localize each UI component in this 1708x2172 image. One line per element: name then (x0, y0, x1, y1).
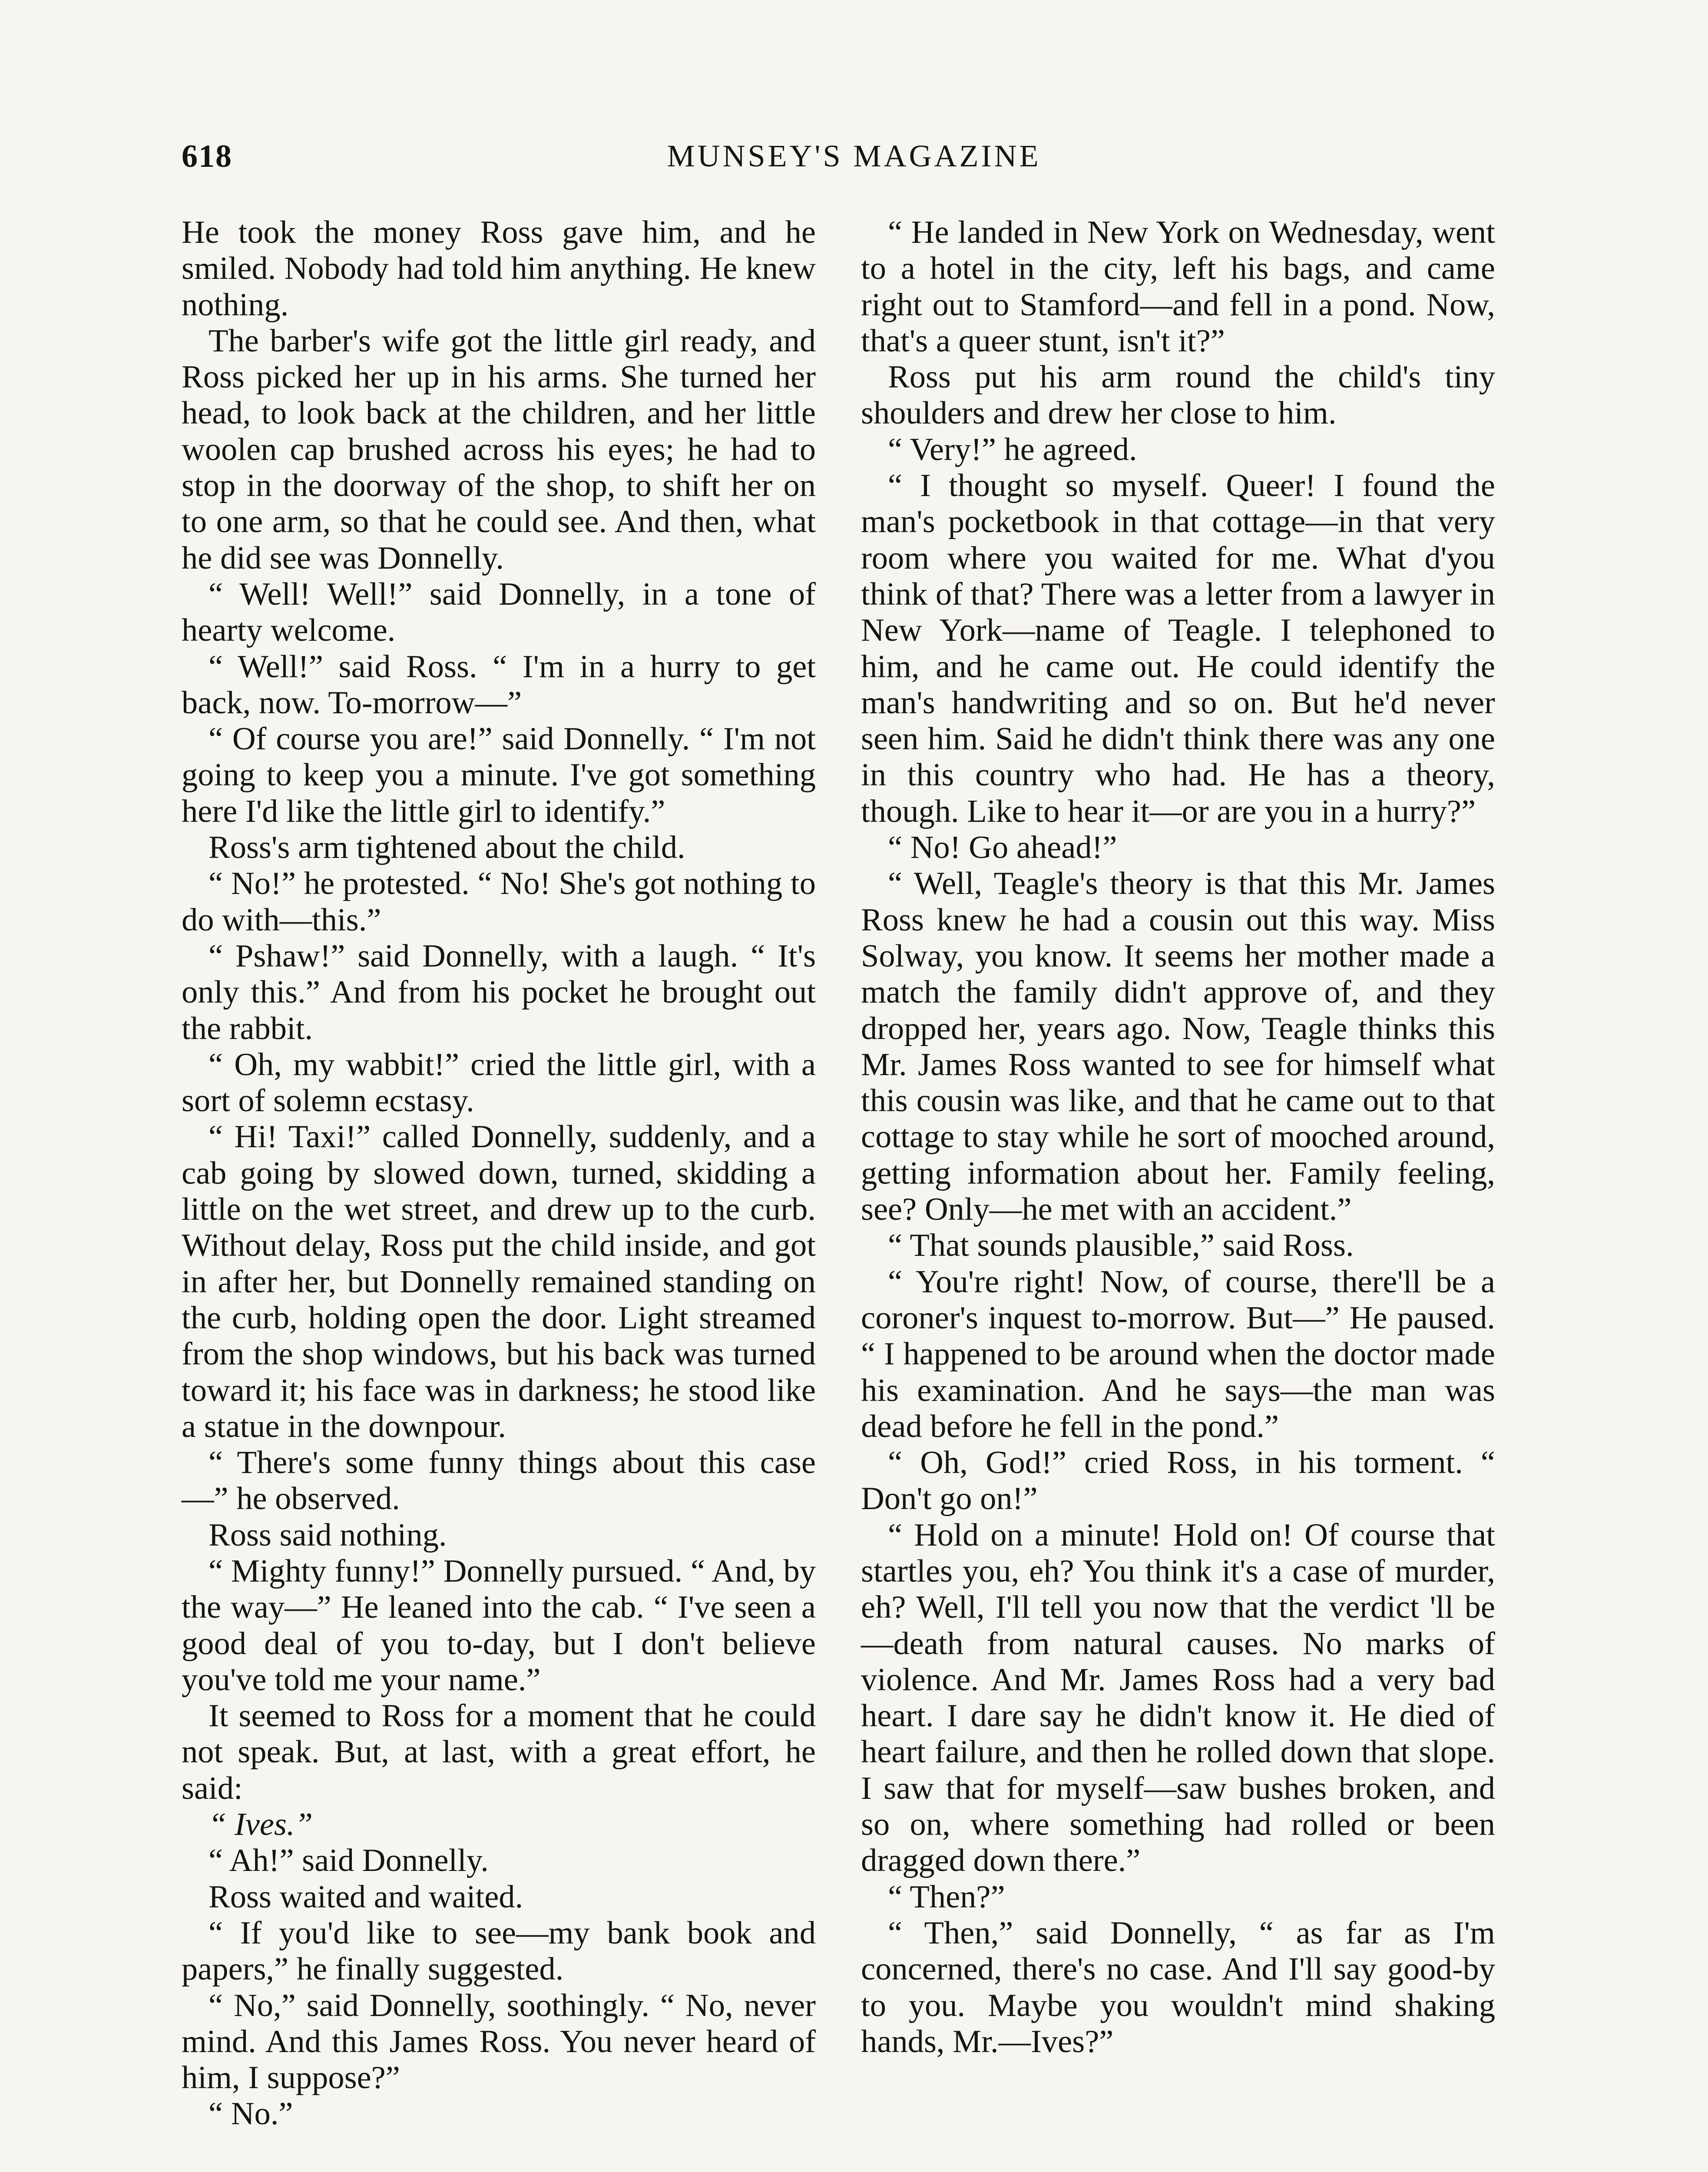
paragraph: “ Well! Well!” said Donnelly, in a tone of hearty welcome. (182, 576, 816, 649)
paragraph: “ I thought so myself. Queer! I found the man's pocketbook in that cottage—in that very room where you waited for me. What d'you think of that? There was a letter from a lawyer in New York—name of Teagle. I telephoned to him, and he came out. He could identify the man's handwriting and so on. But he'd never seen him. Said he didn't think there was any one in this country who had. He has a theory, though. Like to hear it—or are you in a hurry?” (861, 468, 1495, 829)
paragraph: “ Of course you are!” said Donnelly. “ I'm not going to keep you a minute. I've got something here I'd like the little girl to identify.” (182, 721, 816, 829)
paragraph: “ Well!” said Ross. “ I'm in a hurry to get back, now. To-morrow—” (182, 649, 816, 721)
paragraph: “ Oh, my wabbit!” cried the little girl, with a sort of solemn ecstasy. (182, 1046, 816, 1119)
paragraph: “ You're right! Now, of course, there'll be a coroner's inquest to-morrow. But—” He paused. “ I happened to be around when the doctor made his examination. And he says—the man was dead before he fell in the pond.” (861, 1264, 1495, 1444)
page-header (0, 138, 1708, 190)
paragraph: Ross said nothing. (209, 1517, 447, 1553)
paragraph: “ No! Go ahead!” (888, 830, 1117, 866)
right-column (861, 215, 1495, 2060)
running-title: MUNSEY'S MAGAZINE (667, 139, 1041, 173)
paragraph: “ Hi! Taxi!” called Donnelly, suddenly, and a cab going by slowed down, turned, skidding a little on the wet street, and drew up to the curb. Without delay, Ross put the child inside, and got in after her, but Donnelly remained standing on the curb, holding open the door. Light streamed from the shop windows, but his back was turned toward it; his face was in darkness; he stood like a statue in the downpour. (182, 1119, 816, 1444)
paragraph: “ Ives.” (209, 1807, 313, 1843)
paragraph: He took the money Ross gave him, and he smiled. Nobody had told him anything. He knew nothing. (182, 215, 816, 323)
paragraph: It seemed to Ross for a moment that he could not speak. But, at last, with a great effort, he said: (182, 1698, 816, 1806)
paragraph: “ That sounds plausible,” said Ross. (888, 1228, 1354, 1264)
paragraph: “ Hold on a minute! Hold on! Of course that startles you, eh? You think it's a case of murder, eh? Well, I'll tell you now that the verdict 'll be—death from natural causes. No marks of violence. And Mr. James Ross had a very bad heart. I dare say he didn't know it. He died of heart failure, and then he rolled down that slope. I saw that for myself—saw bushes broken, and so on, where something had rolled or been dragged down there.” (861, 1517, 1495, 1879)
left-column (182, 215, 816, 2132)
paragraph: Ross put his arm round the child's tiny shoulders and drew her close to him. (861, 359, 1495, 431)
page-number: 618 (182, 139, 232, 174)
paragraph: “ Then,” said Donnelly, “ as far as I'm concerned, there's no case. And I'll say good-by to you. Maybe you wouldn't mind shaking hands, Mr.—Ives?” (861, 1915, 1495, 2059)
paragraph: “ Mighty funny!” Donnelly pursued. “ And, by the way—” He leaned into the cab. “ I've seen a good deal of you to-day, but I don't believe you've told me your name.” (182, 1553, 816, 1698)
paragraph: “ No.” (209, 2096, 293, 2132)
paragraph: “ Well, Teagle's theory is that this Mr. James Ross knew he had a cousin out this way. Miss Solway, you know. It seems her mother made a match the family didn't approve of, and they dropped her, years ago. Now, Teagle thinks this Mr. James Ross wanted to see for himself what this cousin was like, and that he came out to that cottage to stay while he sort of mooched around, getting information about her. Family feeling, see? Only—he met with an accident.” (861, 866, 1495, 1228)
paragraph: “ No,” said Donnelly, soothingly. “ No, never mind. And this James Ross. You never heard of him, I suppose?” (182, 1987, 816, 2096)
paragraph: “ If you'd like to see—my bank book and papers,” he finally suggested. (182, 1915, 816, 1987)
paragraph: The barber's wife got the little girl ready, and Ross picked her up in his arms. She turned her head, to look back at the children, and her little woolen cap brushed across his eyes; he had to stop in the doorway of the shop, to shift her on to one arm, so that he could see. And then, what he did see was Donnelly. (182, 323, 816, 576)
paragraph: “ No!” he protested. “ No! She's got nothing to do with—this.” (182, 866, 816, 938)
paragraph: Ross's arm tightened about the child. (209, 830, 685, 866)
paragraph: “ There's some funny things about this case—” he observed. (182, 1445, 816, 1517)
paragraph: “ Pshaw!” said Donnelly, with a laugh. “ It's only this.” And from his pocket he brought out the rabbit. (182, 938, 816, 1046)
paragraph: “ Oh, God!” cried Ross, in his torment. “ Don't go on!” (861, 1445, 1495, 1517)
paragraph: Ross waited and waited. (209, 1879, 523, 1915)
paragraph: “ He landed in New York on Wednesday, went to a hotel in the city, left his bags, and came right out to Stamford—and fell in a pond. Now, that's a queer stunt, isn't it?” (861, 215, 1495, 359)
paragraph: “ Then?” (888, 1879, 1005, 1915)
paragraph: “ Ah!” said Donnelly. (209, 1843, 489, 1879)
paragraph: “ Very!” he agreed. (888, 431, 1137, 467)
